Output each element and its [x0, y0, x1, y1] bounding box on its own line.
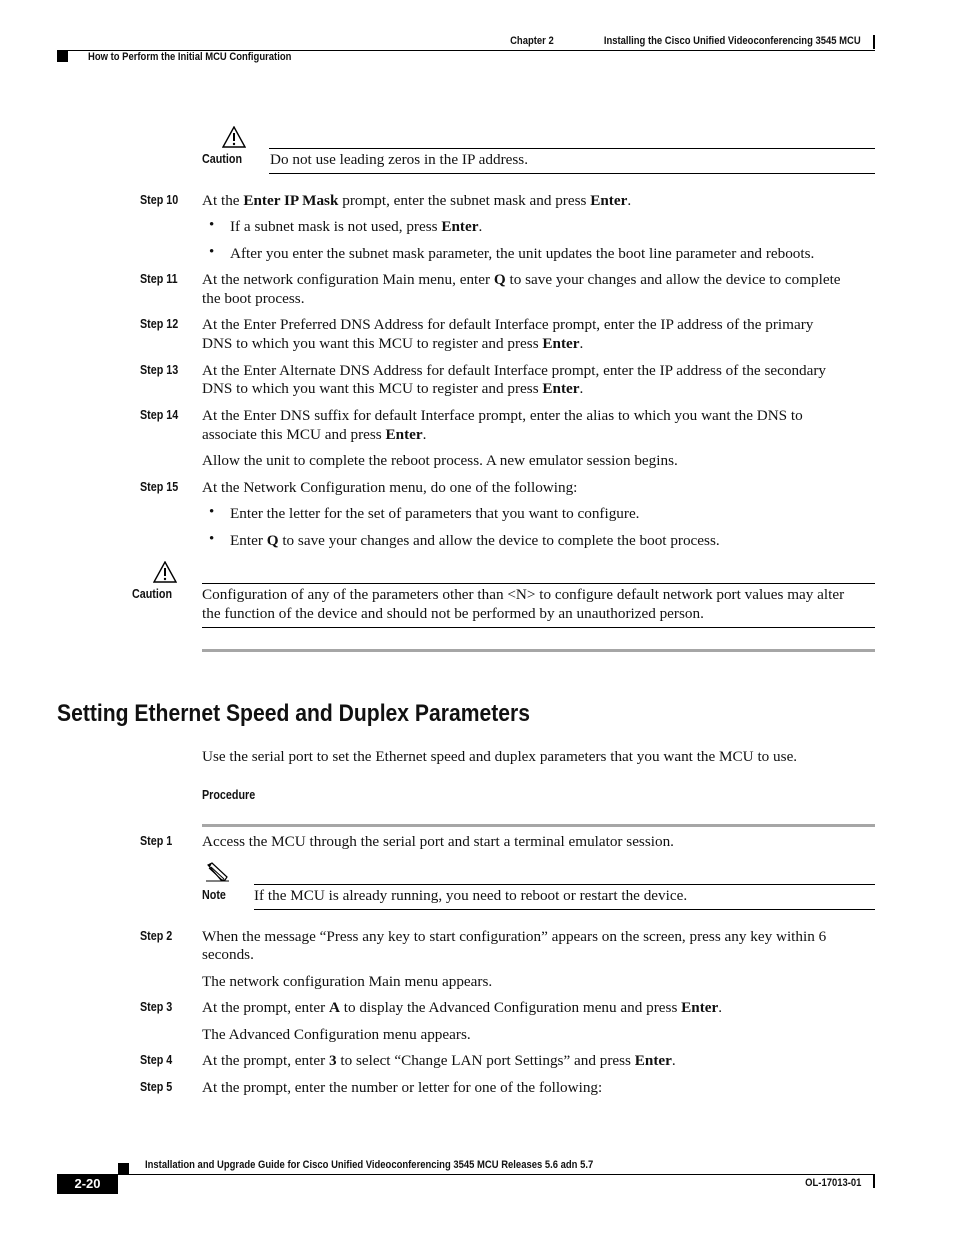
header-chapter: Chapter 2 [510, 35, 554, 47]
header-chapter-title: Installing the Cisco Unified Videoconferencing 3545 MCU [604, 35, 861, 47]
page-number-box [57, 1174, 118, 1194]
footer-doc-id: OL-17013-01 [804, 1177, 861, 1189]
footer-title: Installation and Upgrade Guide for Cisco Unified Videoconferencing 3545 MCU Releases 5.6 adn 5.7 [145, 1159, 594, 1171]
bullet-dot: • [209, 531, 215, 547]
caution-top-rule [202, 583, 875, 584]
bullet-dot: • [209, 504, 215, 520]
step-label: Step 4 [140, 1053, 173, 1067]
step-text: Access the MCU through the serial port and start a terminal emulator session. [202, 833, 674, 850]
step-text: At the Enter DNS suffix for default Interface prompt, enter the alias to which you want the DNS to [202, 407, 803, 424]
caution-label: Caution [202, 152, 243, 166]
bullet-dot: • [209, 244, 215, 260]
step-label: Step 2 [140, 929, 173, 943]
bullet-text: If a subnet mask is not used, press Enter. [230, 218, 483, 235]
step-text: At the Enter Preferred DNS Address for default Interface prompt, enter the IP address of the primary [202, 316, 814, 333]
step-result: Allow the unit to complete the reboot process. A new emulator session begins. [202, 452, 678, 469]
caution-bottom-rule [269, 173, 875, 174]
step-text-line2: associate this MCU and press Enter. [202, 426, 427, 443]
caution-text-line2: the function of the device and should not be performed by an unauthorized person. [202, 605, 704, 622]
step-text: At the Enter Alternate DNS Address for default Interface prompt, enter the IP address of the secondary [202, 362, 827, 379]
bullet-text: Enter the letter for the set of parameters that you want to configure. [230, 505, 640, 522]
step-label: Step 3 [140, 1000, 173, 1014]
header-block-marker [57, 51, 68, 62]
caution-top-rule [269, 148, 875, 149]
step-text: At the prompt, enter the number or letter for one of the following: [202, 1079, 603, 1096]
bullet-dot: • [209, 217, 215, 233]
step-label: Step 14 [140, 408, 179, 422]
step-label: Step 13 [140, 363, 179, 377]
caution-icon [153, 561, 177, 583]
step-text: At the Network Configuration menu, do one of the following: [202, 479, 578, 496]
step-text-line2: the boot process. [202, 290, 305, 307]
step-result: The network configuration Main menu appears. [202, 973, 493, 990]
step-label: Step 12 [140, 317, 179, 331]
footer-block-marker [118, 1163, 129, 1174]
step-label: Step 5 [140, 1080, 173, 1094]
note-bottom-rule [254, 909, 875, 910]
step-result: The Advanced Configuration menu appears. [202, 1026, 471, 1043]
step-text: At the prompt, enter A to display the Advanced Configuration menu and press Enter. [202, 999, 723, 1016]
step-text: At the Enter IP Mask prompt, enter the subnet mask and press Enter. [202, 192, 632, 209]
step-text-line2: DNS to which you want this MCU to register and press Enter. [202, 380, 584, 397]
bullet-text: Enter Q to save your changes and allow the device to complete the boot process. [230, 532, 720, 549]
note-label: Note [202, 888, 226, 902]
page-number: 2-20 [74, 1176, 101, 1191]
header-tick [873, 35, 875, 49]
note-text: If the MCU is already running, you need to reboot or restart the device. [254, 887, 688, 904]
step-label: Step 11 [140, 272, 178, 286]
step-text-line2: seconds. [202, 946, 254, 963]
step-label: Step 15 [140, 480, 179, 494]
step-label: Step 1 [140, 834, 173, 848]
caution-text: Do not use leading zeros in the IP address. [270, 151, 528, 168]
step-text: At the prompt, enter 3 to select “Change LAN port Settings” and press Enter. [202, 1052, 676, 1069]
header-section: How to Perform the Initial MCU Configuration [88, 51, 292, 63]
caution-bottom-rule [202, 627, 875, 628]
note-top-rule [254, 884, 875, 885]
caution-label: Caution [132, 587, 173, 601]
step-label: Step 10 [140, 193, 179, 207]
step-text: When the message “Press any key to start configuration” appears on the screen, press any key within 6 [202, 928, 827, 945]
section-title: Setting Ethernet Speed and Duplex Parameters [57, 700, 530, 727]
section-intro: Use the serial port to set the Ethernet speed and duplex parameters that you want the MCU to use. [202, 748, 798, 765]
procedure-label: Procedure [202, 788, 256, 802]
procedure-end-rule [202, 649, 875, 652]
bullet-text: After you enter the subnet mask parameter, the unit updates the boot line parameter and reboots. [230, 245, 815, 262]
procedure-start-rule [202, 824, 875, 827]
caution-icon [222, 126, 246, 148]
step-text-line2: DNS to which you want this MCU to register and press Enter. [202, 335, 584, 352]
step-text: At the network configuration Main menu, enter Q to save your changes and allow the device to complete [202, 271, 841, 288]
footer-rule [57, 1174, 875, 1175]
caution-text: Configuration of any of the parameters other than <N> to configure default network port values may alter [202, 586, 845, 603]
footer-tick [873, 1174, 875, 1188]
pencil-note-icon [203, 862, 231, 884]
